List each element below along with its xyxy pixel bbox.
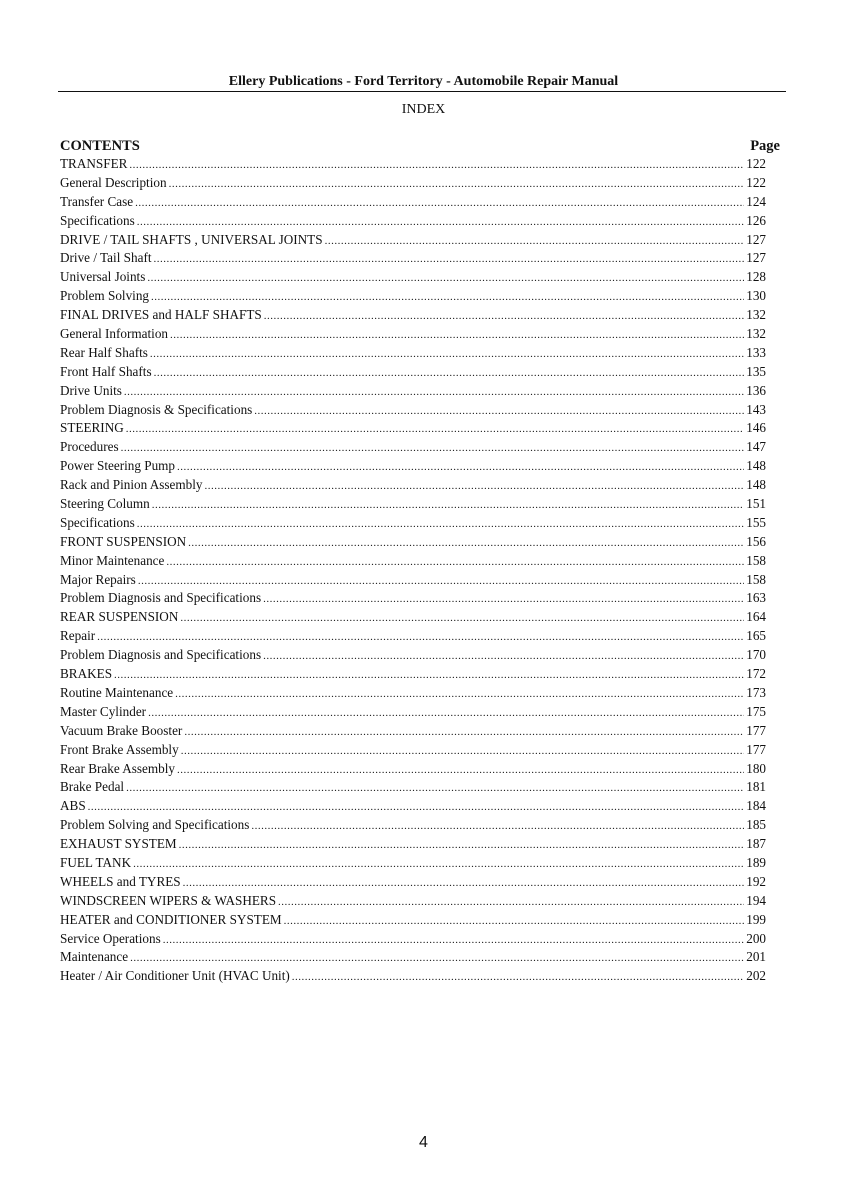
toc-entry — [60, 912, 766, 931]
toc-entry-label: Rack and Pinion Assembly — [60, 477, 203, 493]
toc-entry — [60, 723, 766, 742]
toc-entry-label: Maintenance — [60, 949, 129, 965]
dot-leader — [163, 934, 745, 946]
toc-entry-page: 192 — [746, 873, 766, 889]
toc-entry — [60, 383, 766, 402]
toc-entry-label: Major Repairs — [60, 571, 136, 587]
dot-leader — [88, 801, 745, 813]
dot-leader — [205, 480, 745, 492]
toc-entry — [60, 931, 766, 950]
toc-entry-label: Procedures — [60, 439, 119, 455]
dot-leader — [177, 461, 744, 473]
toc-entry — [60, 685, 766, 704]
toc-entry — [60, 817, 766, 836]
dot-leader — [179, 839, 745, 851]
toc-entry-label: Problem Solving — [60, 288, 150, 304]
toc-entry-label: ABS — [60, 798, 86, 814]
toc-entry — [60, 402, 766, 421]
toc-entry — [60, 761, 766, 780]
toc-entry-label: EXHAUST SYSTEM — [60, 836, 177, 852]
toc-entry — [60, 534, 766, 553]
dot-leader — [264, 310, 744, 322]
toc-entry — [60, 194, 766, 213]
dot-leader — [175, 688, 744, 700]
toc-entry — [60, 269, 766, 288]
dot-leader — [188, 537, 744, 549]
toc-entry-page: 177 — [746, 722, 766, 738]
dot-leader — [170, 329, 744, 341]
toc-entry — [60, 156, 766, 175]
toc-entry-page: 158 — [746, 571, 766, 587]
toc-entry — [60, 175, 766, 194]
dot-leader — [151, 291, 744, 303]
toc-entry-page: 124 — [746, 193, 766, 209]
toc-entry — [60, 874, 766, 893]
toc-entry-page: 136 — [746, 382, 766, 398]
toc-entry-label: Universal Joints — [60, 269, 146, 285]
toc-entry-label: REAR SUSPENSION — [60, 609, 179, 625]
toc-entry-label: Vacuum Brake Booster — [60, 722, 183, 738]
toc-entry — [60, 477, 766, 496]
dot-leader — [130, 952, 744, 964]
toc-entry-page: 146 — [746, 420, 766, 436]
toc-entry-page: 135 — [746, 363, 766, 379]
dot-leader — [181, 745, 745, 757]
toc-entry-label: General Information — [60, 326, 169, 342]
toc-entry-page: 133 — [746, 344, 766, 360]
toc-entry-page: 163 — [746, 590, 766, 606]
dot-leader — [184, 726, 744, 738]
dot-leader — [129, 159, 744, 171]
toc-entry — [60, 250, 766, 269]
toc-entry — [60, 553, 766, 572]
toc-entry-label: Master Cylinder — [60, 703, 147, 719]
toc-entry — [60, 572, 766, 591]
toc-entry-page: 143 — [746, 401, 766, 417]
toc-entry — [60, 968, 766, 987]
toc-entry — [60, 798, 766, 817]
toc-entry-page: 127 — [746, 250, 766, 266]
toc-entry-page: 172 — [746, 666, 766, 682]
toc-entry-page: 165 — [746, 628, 766, 644]
toc-entry — [60, 893, 766, 912]
toc-entry-label: Repair — [60, 628, 96, 644]
toc-entry-label: FINAL DRIVES and HALF SHAFTS — [60, 307, 262, 323]
dot-leader — [284, 915, 745, 927]
toc-entry-page: 156 — [746, 533, 766, 549]
toc-entry-label: FUEL TANK — [60, 854, 132, 870]
dot-leader — [180, 612, 744, 624]
dot-leader — [133, 858, 744, 870]
toc-entry — [60, 458, 766, 477]
table-of-contents — [60, 156, 766, 987]
toc-entry — [60, 647, 766, 666]
toc-entry-page: 185 — [746, 817, 766, 833]
toc-entry-label: Drive / Tail Shaft — [60, 250, 152, 266]
toc-entry — [60, 949, 766, 968]
toc-entry — [60, 307, 766, 326]
toc-entry-label: TRANSFER — [60, 156, 128, 171]
toc-entry — [60, 855, 766, 874]
dot-leader — [126, 423, 744, 435]
dot-leader — [147, 272, 744, 284]
toc-entry-label: STEERING — [60, 420, 124, 436]
dot-leader — [325, 235, 745, 247]
toc-entry — [60, 704, 766, 723]
toc-entry-page: 187 — [746, 836, 766, 852]
toc-entry-page: 164 — [746, 609, 766, 625]
toc-entry-label: WINDSCREEN WIPERS & WASHERS — [60, 892, 277, 908]
dot-leader — [251, 820, 744, 832]
toc-entry — [60, 213, 766, 232]
toc-entry — [60, 742, 766, 761]
toc-entry-page: 184 — [746, 798, 766, 814]
contents-heading: CONTENTS — [60, 138, 140, 154]
dot-leader — [138, 575, 744, 587]
dot-leader — [166, 556, 744, 568]
toc-entry-page: 200 — [746, 930, 766, 946]
toc-entry-page: 122 — [746, 156, 766, 171]
toc-entry-page: 199 — [746, 911, 766, 927]
toc-entry-page: 148 — [746, 458, 766, 474]
dot-leader — [278, 896, 744, 908]
dot-leader — [97, 631, 744, 643]
dot-leader — [148, 707, 744, 719]
toc-entry-label: DRIVE / TAIL SHAFTS , UNIVERSAL JOINTS — [60, 231, 323, 247]
toc-entry-page: 147 — [746, 439, 766, 455]
toc-entry-label: Heater / Air Conditioner Unit (HVAC Unit) — [60, 968, 290, 984]
toc-entry-label: Front Half Shafts — [60, 363, 152, 379]
toc-entry-page: 175 — [746, 703, 766, 719]
dot-leader — [183, 877, 745, 889]
toc-entry — [60, 288, 766, 307]
toc-entry-page: 158 — [746, 552, 766, 568]
toc-entry-page: 180 — [746, 760, 766, 776]
dot-leader — [263, 650, 744, 662]
dot-leader — [292, 971, 744, 983]
toc-entry-label: Problem Diagnosis and Specifications — [60, 647, 262, 663]
toc-entry-label: BRAKES — [60, 666, 113, 682]
dot-leader — [154, 253, 745, 265]
toc-entry-label: Problem Solving and Specifications — [60, 817, 250, 833]
page-number: 4 — [419, 1134, 428, 1151]
toc-entry-label: Steering Column — [60, 496, 150, 512]
dot-leader — [169, 178, 745, 190]
toc-entry-page: 132 — [746, 326, 766, 342]
toc-entry-label: Routine Maintenance — [60, 684, 174, 700]
toc-entry-page: 202 — [746, 968, 766, 984]
toc-entry-label: Power Steering Pump — [60, 458, 176, 474]
toc-entry-page: 151 — [746, 496, 766, 512]
toc-entry-page: 148 — [746, 477, 766, 493]
dot-leader — [126, 782, 744, 794]
toc-entry-label: Front Brake Assembly — [60, 741, 179, 757]
header-rule — [58, 91, 786, 92]
toc-entry-label: General Description — [60, 174, 167, 190]
toc-entry-label: HEATER and CONDITIONER SYSTEM — [60, 911, 282, 927]
toc-entry — [60, 590, 766, 609]
toc-entry-page: 132 — [746, 307, 766, 323]
toc-entry-label: Drive Units — [60, 382, 122, 398]
toc-entry — [60, 836, 766, 855]
dot-leader — [137, 216, 745, 228]
toc-entry-page: 181 — [746, 779, 766, 795]
document-header: Ellery Publications - Ford Territory - Automobile Repair Manual — [228, 74, 619, 89]
toc-entry — [60, 345, 766, 364]
dot-leader — [114, 669, 744, 681]
toc-entry-page: 177 — [746, 741, 766, 757]
dot-leader — [254, 405, 744, 417]
toc-entry — [60, 326, 766, 345]
toc-entry-label: Problem Diagnosis & Specifications — [60, 401, 253, 417]
dot-leader — [124, 386, 744, 398]
toc-entry-page: 130 — [746, 288, 766, 304]
toc-entry — [60, 609, 766, 628]
toc-entry-label: Transfer Case — [60, 193, 134, 209]
toc-entry-page: 173 — [746, 684, 766, 700]
dot-leader — [177, 764, 744, 776]
toc-entry-page: 189 — [746, 854, 766, 870]
toc-entry-page: 201 — [746, 949, 766, 965]
toc-entry — [60, 779, 766, 798]
toc-entry-label: Specifications — [60, 514, 135, 530]
toc-entry-page: 126 — [746, 212, 766, 228]
toc-entry-page: 170 — [746, 647, 766, 663]
toc-entry-label: Specifications — [60, 212, 135, 228]
dot-leader — [135, 197, 744, 209]
toc-entry — [60, 496, 766, 515]
dot-leader — [154, 367, 745, 379]
toc-entry-page: 155 — [746, 514, 766, 530]
toc-entry — [60, 439, 766, 458]
toc-entry — [60, 515, 766, 534]
toc-entry — [60, 364, 766, 383]
toc-entry-label: Brake Pedal — [60, 779, 125, 795]
dot-leader — [150, 348, 744, 360]
toc-entry-label: Minor Maintenance — [60, 552, 165, 568]
toc-entry-page: 194 — [746, 892, 766, 908]
contents-header-row — [60, 138, 780, 155]
toc-entry-label: Problem Diagnosis and Specifications — [60, 590, 262, 606]
page-column-heading: Page — [750, 138, 780, 154]
toc-entry-page: 128 — [746, 269, 766, 285]
toc-entry-label: Service Operations — [60, 930, 161, 946]
toc-entry-page: 122 — [746, 174, 766, 190]
toc-entry — [60, 666, 766, 685]
index-title: INDEX — [401, 102, 446, 117]
toc-entry — [60, 232, 766, 251]
toc-entry-label: WHEELS and TYRES — [60, 873, 181, 889]
dot-leader — [137, 518, 745, 530]
toc-entry-label: Rear Half Shafts — [60, 344, 148, 360]
dot-leader — [121, 442, 745, 454]
dot-leader — [152, 499, 744, 511]
toc-entry — [60, 420, 766, 439]
toc-entry-page: 127 — [746, 231, 766, 247]
toc-entry — [60, 628, 766, 647]
toc-entry-label: FRONT SUSPENSION — [60, 533, 187, 549]
toc-entry-label: Rear Brake Assembly — [60, 760, 175, 776]
dot-leader — [263, 593, 744, 605]
